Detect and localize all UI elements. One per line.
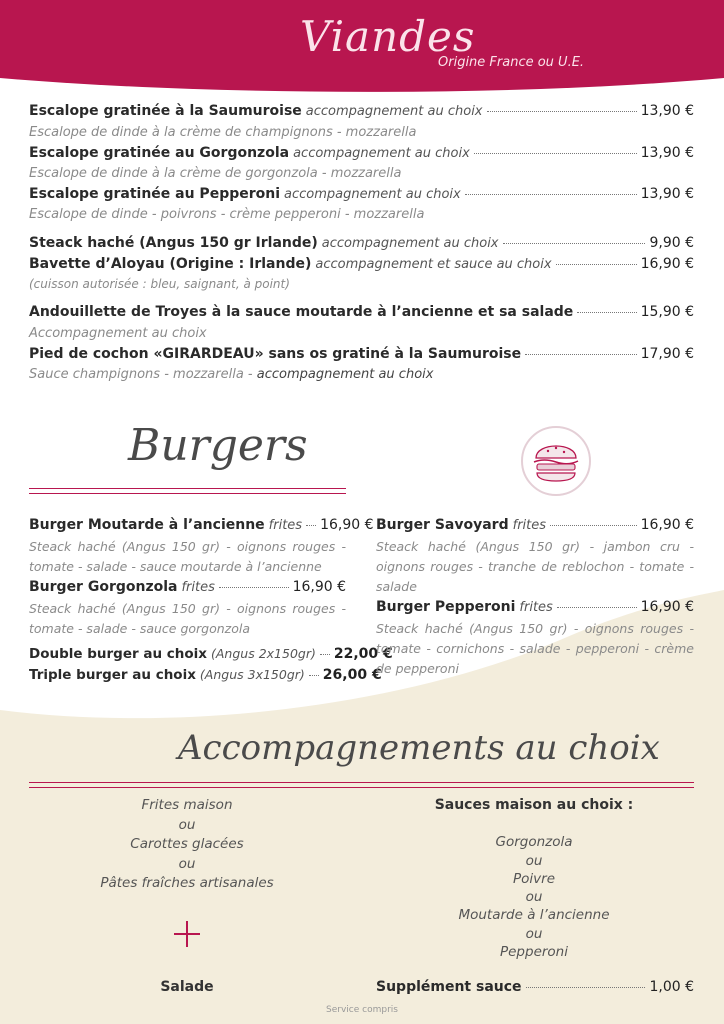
- accompagnements-rule: [29, 782, 694, 788]
- sauces-title: Sauces maison au choix :: [434, 797, 634, 813]
- menu-item-desc: Steack haché (Angus 150 gr) - jambon cru - oignons rouges - tranche de reblochon - tomate - salade: [376, 539, 694, 594]
- sauce-or: ou: [525, 853, 543, 869]
- sauce-or: ou: [525, 889, 543, 905]
- sauce-option: Moutarde à l’ancienne: [458, 907, 610, 923]
- viandes-subtitle: Origine France ou U.E.: [438, 55, 585, 70]
- salade-label: Salade: [160, 979, 214, 995]
- menu-item-desc: Sauce champignons - mozzarella - accompagnement au choix: [29, 367, 434, 382]
- accomp-or: ou: [178, 856, 196, 872]
- menu-item-desc: Accompagnement au choix: [29, 326, 207, 341]
- menu-item-desc: Steack haché (Angus 150 gr) - oignons rouges - tomate - salade - sauce moutarde à l’ancienne: [29, 539, 346, 574]
- menu-item: Burger Savoyard frites 16,90 €: [376, 517, 694, 533]
- menu-item: Andouillette de Troyes à la sauce moutarde à l’ancienne et sa salade 15,90 €: [29, 304, 694, 320]
- burgers-title: Burgers: [128, 420, 308, 471]
- burgers-rule: [29, 488, 346, 494]
- sauce-option: Gorgonzola: [495, 834, 573, 850]
- menu-item: Burger Gorgonzola frites 16,90 €: [29, 579, 346, 595]
- plus-icon: [174, 921, 200, 947]
- menu-item: Steack haché (Angus 150 gr Irlande) accompagnement au choix 9,90 €: [29, 235, 694, 251]
- supplement-sauce: Supplément sauce 1,00 €: [376, 979, 694, 995]
- menu-item: Escalope gratinée à la Saumuroise accompagnement au choix 13,90 €: [29, 103, 694, 119]
- sauce-option: Poivre: [513, 871, 555, 887]
- footer-note: Service compris: [326, 1005, 398, 1015]
- menu-item: Escalope gratinée au Gorgonzola accompagnement au choix 13,90 €: [29, 145, 694, 161]
- accompagnements-title: Accompagnements au choix: [178, 728, 660, 768]
- accomp-option: Frites maison: [141, 797, 233, 813]
- menu-item-desc: Escalope de dinde à la crème de gorgonzola - mozzarella: [29, 166, 402, 181]
- burger-icon: [518, 424, 594, 498]
- accomp-or: ou: [178, 817, 196, 833]
- menu-item: Escalope gratinée au Pepperoni accompagnement au choix 13,90 €: [29, 186, 694, 202]
- menu-item-desc: Steack haché (Angus 150 gr) - oignons rouges - tomate - cornichons - salade - pepperoni - crème de pepperoni: [376, 621, 694, 676]
- sauce-option: Pepperoni: [499, 944, 568, 960]
- menu-item-desc: Steack haché (Angus 150 gr) - oignons rouges - tomate - salade - sauce gorgonzola: [29, 601, 346, 636]
- menu-item-desc: Escalope de dinde - poivrons - crème pepperoni - mozzarella: [29, 207, 425, 222]
- accomp-option: Pâtes fraîches artisanales: [100, 875, 274, 891]
- menu-item: Burger Moutarde à l’ancienne frites 16,90 €: [29, 517, 374, 533]
- sauce-or: ou: [525, 926, 543, 942]
- menu-item: Double burger au choix (Angus 2x150gr) 22,00 €: [29, 646, 393, 662]
- menu-item-desc: Escalope de dinde à la crème de champignons - mozzarella: [29, 125, 417, 140]
- menu-item: Bavette d’Aloyau (Origine : Irlande) accompagnement et sauce au choix 16,90 €: [29, 256, 694, 272]
- viandes-title: Viandes: [300, 12, 476, 61]
- menu-item: Burger Pepperoni frites 16,90 €: [376, 599, 694, 615]
- menu-item-desc: (cuisson autorisée : bleu, saignant, à point): [29, 277, 290, 291]
- menu-item: Triple burger au choix (Angus 3x150gr) 26,00 €: [29, 667, 382, 683]
- accomp-option: Carottes glacées: [130, 836, 244, 852]
- menu-item: Pied de cochon «GIRARDEAU» sans os gratiné à la Saumuroise 17,90 €: [29, 346, 694, 362]
